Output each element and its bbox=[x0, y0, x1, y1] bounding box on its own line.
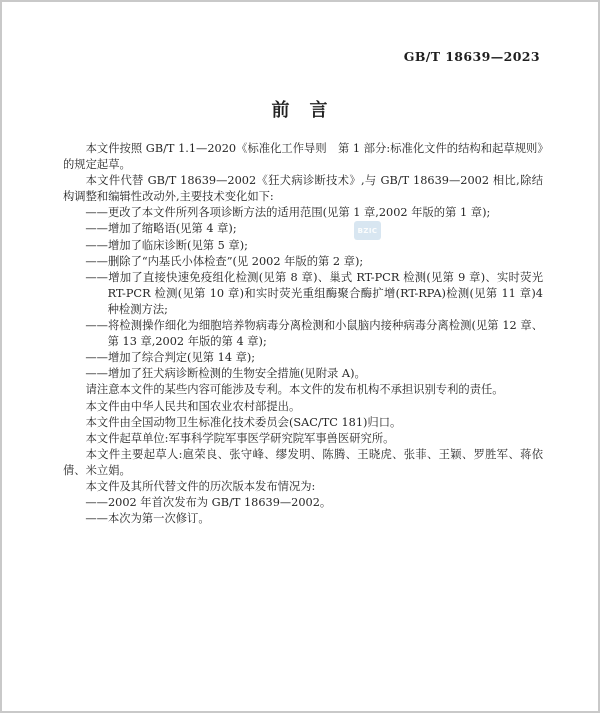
foreword-paragraph: 本文件及其所代替文件的历次版本发布情况为: bbox=[85, 479, 316, 493]
foreword-paragraph: 本文件主要起草人:扈荣良、张守峰、缪发明、陈腾、王晓虎、张菲、王颖、罗胜军、蒋依倩、米立娟。 bbox=[63, 447, 543, 477]
foreword-body bbox=[63, 141, 543, 527]
foreword-history-item: ——本次为第一次修订。 bbox=[85, 512, 210, 526]
foreword-paragraph: 本文件由全国动物卫生标准化技术委员会(SAC/TC 181)归口。 bbox=[85, 415, 402, 429]
watermark-badge: BZIC bbox=[354, 221, 381, 240]
foreword-change-item: ——更改了本文件所列各项诊断方法的适用范围(见第 1 章,2002 年版的第 1 章); bbox=[85, 206, 491, 220]
foreword-change-item: ——增加了直接快速免疫组化检测(见第 8 章)、巢式 RT-PCR 检测(见第 9 章)、实时荧光 RT-PCR 检测(见第 10 章)和实时荧光重组酶聚合酶扩增(RT-RPA)检测(见第 11 章)4 种检测方法; bbox=[85, 270, 543, 316]
foreword-paragraph: 本文件由中华人民共和国农业农村部提出。 bbox=[85, 399, 301, 413]
document-code: GB/T 18639—2023 bbox=[403, 49, 540, 64]
foreword-paragraph: 本文件起草单位:军事科学院军事医学研究院军事兽医研究所。 bbox=[85, 431, 395, 445]
foreword-paragraph: 本文件代替 GB/T 18639—2002《狂犬病诊断技术》,与 GB/T 18639—2002 相比,除结构调整和编辑性改动外,主要技术变化如下: bbox=[63, 174, 543, 204]
foreword-paragraph: 本文件按照 GB/T 1.1—2020《标准化工作导则 第 1 部分:标准化文件的结构和起草规则》的规定起草。 bbox=[63, 142, 543, 172]
foreword-change-item: ——增加了临床诊断(见第 5 章); bbox=[85, 238, 248, 252]
foreword-change-item: ——增加了狂犬病诊断检测的生物安全措施(见附录 A)。 bbox=[85, 367, 366, 381]
foreword-paragraph: 请注意本文件的某些内容可能涉及专利。本文件的发布机构不承担识别专利的责任。 bbox=[85, 383, 504, 397]
foreword-change-item: ——删除了“内基氏小体检查”(见 2002 年版的第 2 章); bbox=[85, 254, 364, 268]
foreword-history-item: ——2002 年首次发布为 GB/T 18639—2002。 bbox=[85, 496, 332, 510]
foreword-title: 前 言 bbox=[271, 100, 329, 121]
foreword-change-item: ——增加了综合判定(见第 14 章); bbox=[85, 351, 256, 365]
foreword-change-item: ——增加了缩略语(见第 4 章); bbox=[85, 222, 237, 236]
foreword-change-item: ——将检测操作细化为细胞培养物病毒分离检测和小鼠脑内接种病毒分离检测(见第 12 章、第 13 章,2002 年版的第 4 章); bbox=[85, 319, 543, 349]
